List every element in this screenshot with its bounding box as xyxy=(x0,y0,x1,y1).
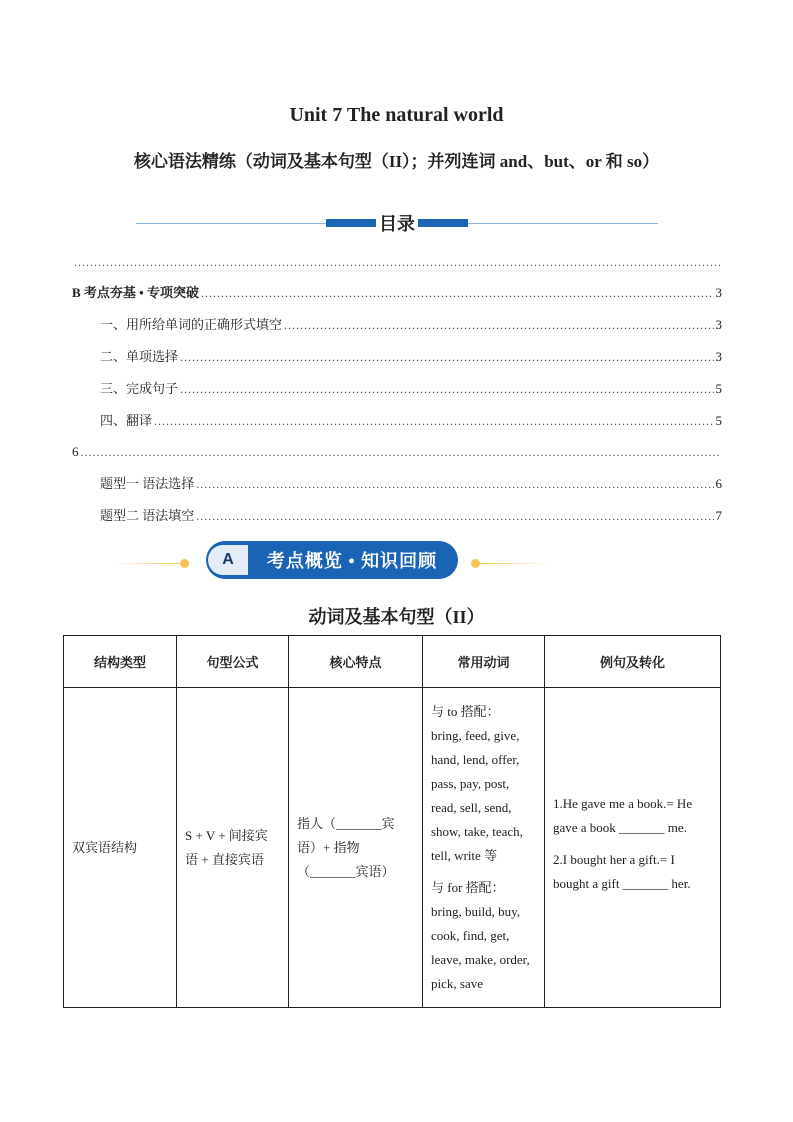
banner-left-dot xyxy=(180,559,189,568)
toc-row-item-1[interactable] xyxy=(100,315,722,333)
toc-leader-dots xyxy=(196,477,713,492)
banner-right-line xyxy=(480,563,552,564)
toc-page: 3 xyxy=(715,349,722,364)
section-title: 动词及基本句型（II） xyxy=(308,607,485,627)
verbs-for-label: 与 for 搭配： xyxy=(431,879,505,895)
toc-label: 题型二 语法填空 xyxy=(100,508,195,523)
cell-common-verbs xyxy=(423,688,545,1008)
grammar-table xyxy=(63,635,721,1008)
cell-structure-type: 双宾语结构 xyxy=(64,688,177,1008)
toc-page: 3 xyxy=(715,285,722,300)
toc-row-type-2[interactable] xyxy=(100,506,722,524)
toc-leader-dots xyxy=(284,318,713,333)
toc-label: 四、翻译 xyxy=(100,413,153,428)
toc-label: B 考点夯基 • 专项突破 xyxy=(72,285,199,300)
toc-page: 6 xyxy=(715,476,722,491)
banner-text: 考点概览 • 知识回顾 xyxy=(266,551,438,571)
table-header-row xyxy=(64,636,721,688)
toc-row-page-6[interactable] xyxy=(72,442,722,460)
toc-page: 5 xyxy=(715,413,722,428)
banner-left-line xyxy=(110,563,182,564)
table-row xyxy=(64,688,721,1008)
toc-row-item-4[interactable] xyxy=(100,411,722,429)
toc-leader-dots xyxy=(154,414,713,429)
toc-heading-right-bar xyxy=(418,219,468,227)
toc-leader-dots xyxy=(180,350,713,365)
toc-row-type-1[interactable] xyxy=(100,474,722,492)
cell-core-feature: 指人（_______宾语）+ 指物（_______宾语） xyxy=(289,688,423,1008)
toc-label: 题型一 语法选择 xyxy=(100,476,195,491)
verbs-for-list: bring, build, buy, cook, find, get, leave, make, order, pick, save xyxy=(431,903,530,991)
verbs-to-label: 与 to 搭配： xyxy=(431,703,500,719)
cell-formula: S + V + 间接宾语 + 直接宾语 xyxy=(177,688,289,1008)
toc-leader-dots xyxy=(196,509,713,524)
banner-right-dot xyxy=(471,559,480,568)
toc-label: 二、单项选择 xyxy=(100,349,179,364)
toc-page: 7 xyxy=(715,508,722,523)
example-1: 1.He gave me a book.= He gave a book _______ me. xyxy=(553,795,693,835)
toc-page: 3 xyxy=(715,317,722,332)
banner-letter: A xyxy=(208,545,248,575)
header-structure-type: 结构类型 xyxy=(64,636,177,688)
toc-page: 5 xyxy=(715,381,722,396)
header-core-feature: 核心特点 xyxy=(289,636,423,688)
toc-leader-dots xyxy=(74,255,720,270)
document-title: Unit 7 The natural world xyxy=(289,104,504,126)
toc-row-item-3[interactable] xyxy=(100,379,722,397)
toc-leader-dots xyxy=(81,445,721,460)
toc-row-section-b[interactable] xyxy=(72,283,722,301)
toc-heading-right-line xyxy=(468,223,658,224)
toc-label: 6 xyxy=(72,444,79,459)
toc-heading-left-line xyxy=(136,223,326,224)
toc-heading: 目录 xyxy=(379,214,415,235)
toc-heading-left-bar xyxy=(326,219,376,227)
header-examples: 例句及转化 xyxy=(545,636,721,688)
example-2: 2.I bought her a gift.= I bought a gift _______ her. xyxy=(553,851,691,891)
toc-leader-dots xyxy=(201,286,714,301)
toc-row-blank[interactable] xyxy=(72,252,722,270)
cell-examples xyxy=(545,688,721,1008)
toc-leader-dots xyxy=(180,382,713,397)
toc-label: 一、用所给单词的正确形式填空 xyxy=(100,317,283,332)
toc-label: 三、完成句子 xyxy=(100,381,179,396)
document-subtitle: 核心语法精练（动词及基本句型（II）；并列连词 and、but、or 和 so） xyxy=(133,152,660,171)
toc-row-item-2[interactable] xyxy=(100,347,722,365)
header-formula: 句型公式 xyxy=(177,636,289,688)
header-common-verbs: 常用动词 xyxy=(423,636,545,688)
verbs-to-list: bring, feed, give, hand, lend, offer, pass, pay, post, read, sell, send, show, take, teach, tell, write 等 xyxy=(431,727,523,863)
